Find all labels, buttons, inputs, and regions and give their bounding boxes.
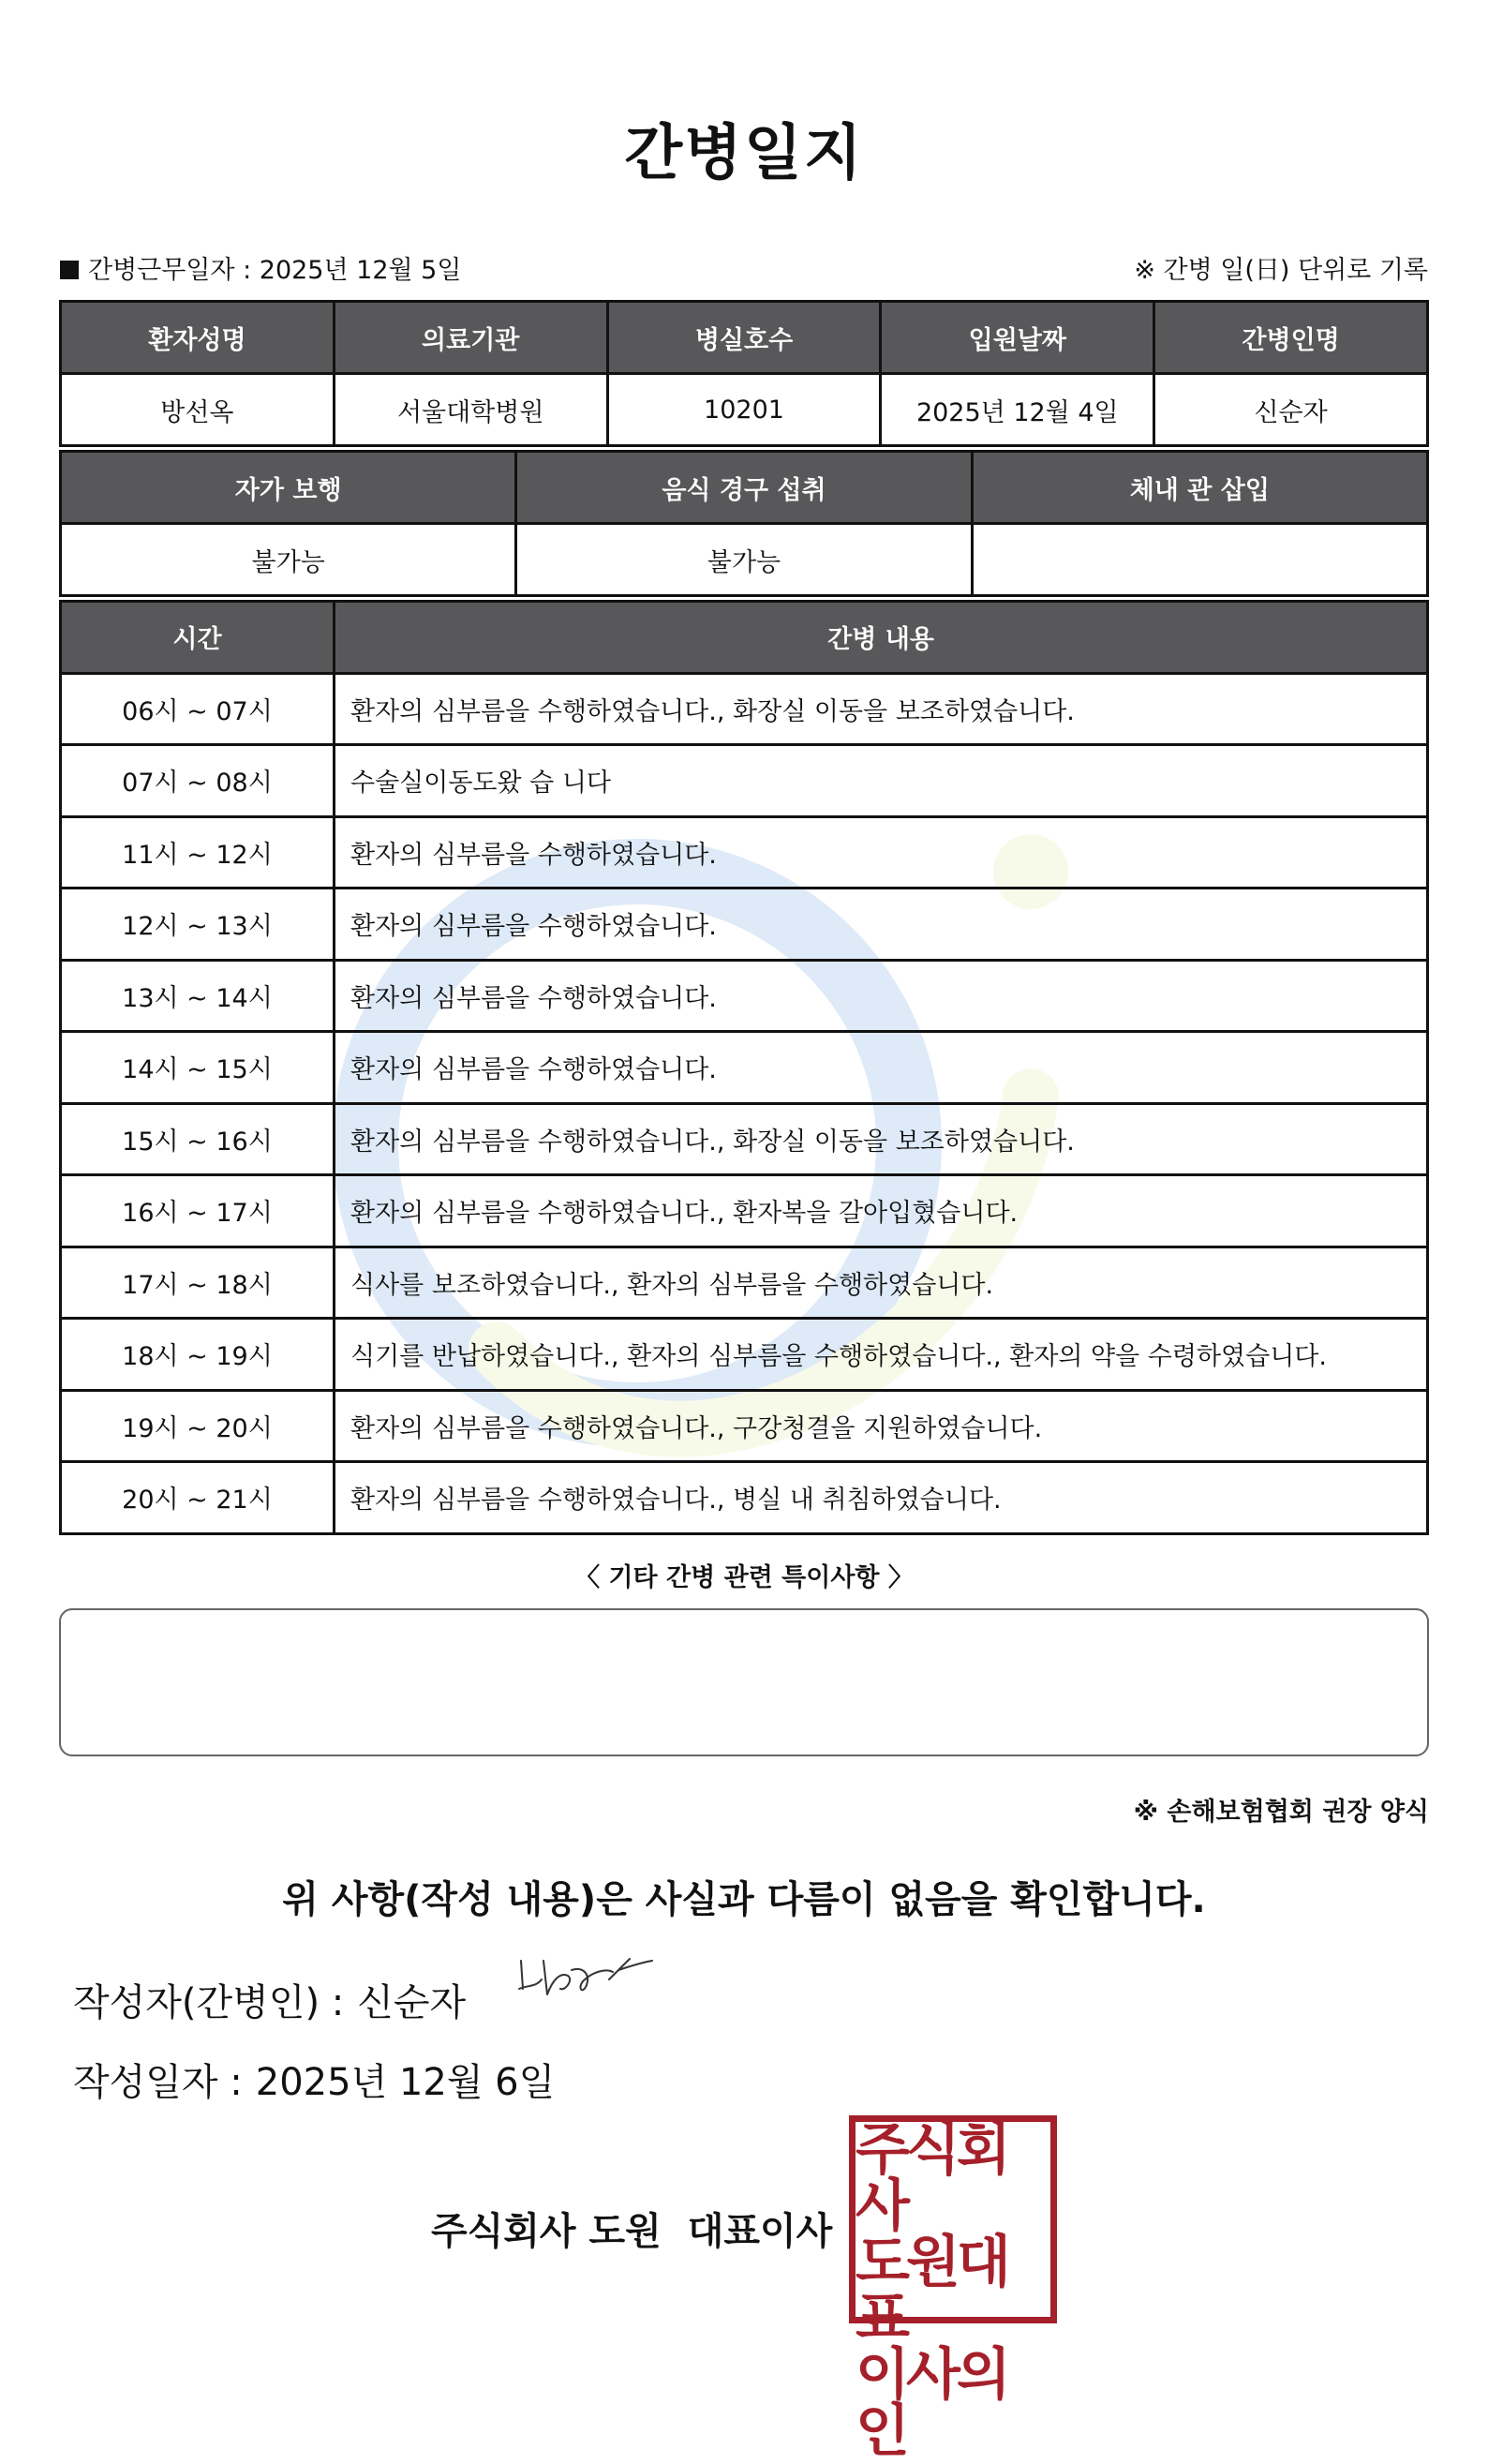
time-cell: 07시 ~ 08시 (61, 745, 335, 817)
table-row (61, 816, 1428, 889)
content-cell: 환자의 심부름을 수행하였습니다., 구강청결을 지원하였습니다. (335, 1390, 1428, 1462)
square-bullet-icon (60, 261, 79, 279)
time-cell: 17시 ~ 18시 (61, 1247, 335, 1319)
company-line (431, 2202, 832, 2255)
table-row (61, 745, 1428, 817)
content-cell: 환자의 심부름을 수행하였습니다. (335, 889, 1428, 961)
tube-insertion-value (972, 524, 1427, 596)
table-row (61, 1032, 1428, 1104)
content-cell: 식사를 보조하였습니다., 환자의 심부름을 수행하였습니다. (335, 1247, 1428, 1319)
company-seal-stamp (849, 2115, 1057, 2464)
time-cell: 11시 ~ 12시 (61, 816, 335, 889)
content-cell: 환자의 심부름을 수행하였습니다. (335, 816, 1428, 889)
header-oral-intake: 음식 경구 섭취 (516, 452, 972, 524)
header-admission-date: 입원날짜 (881, 302, 1154, 374)
patient-info-table (59, 300, 1429, 447)
patient-header-row (61, 302, 1428, 374)
table-row (61, 673, 1428, 745)
content-cell: 환자의 심부름을 수행하였습니다., 화장실 이동을 보조하였습니다. (335, 673, 1428, 745)
written-date-value: 2025년 12월 6일 (255, 2061, 556, 2104)
patient-value-row (61, 374, 1428, 446)
care-log-header-row (61, 602, 1428, 674)
work-date (60, 249, 461, 286)
table-row (61, 1175, 1428, 1247)
time-cell: 14시 ~ 15시 (61, 1032, 335, 1104)
oral-intake-value: 불가능 (516, 524, 972, 596)
confirmation-statement: 위 사항(작성 내용)은 사실과 다름이 없음을 확인합니다. (282, 1878, 1206, 1921)
admission-date: 2025년 12월 4일 (881, 374, 1154, 446)
status-header-row (61, 452, 1428, 524)
content-cell: 환자의 심부름을 수행하였습니다., 병실 내 취침하였습니다. (335, 1462, 1428, 1534)
header-room-number: 병실호수 (607, 302, 881, 374)
time-cell: 13시 ~ 14시 (61, 960, 335, 1032)
header-patient-name: 환자성명 (61, 302, 335, 374)
page-title: 간병일지 (624, 119, 864, 188)
header-time: 시간 (61, 602, 335, 674)
work-date-value: 2025년 12월 5일 (259, 256, 462, 285)
seal-line: 이사의인 (856, 2342, 1007, 2464)
writer-line (73, 1973, 466, 2026)
association-note: ※ 손해보험협회 권장 양식 (1133, 1798, 1429, 1827)
writer-name: 신순자 (357, 1981, 467, 2024)
time-cell: 12시 ~ 13시 (61, 889, 335, 961)
ceo-title: 대표이사 (687, 2210, 833, 2253)
handwritten-signature-icon (515, 1951, 656, 2009)
written-date-label: 작성일자 : (73, 2061, 243, 2104)
time-cell: 20시 ~ 21시 (61, 1462, 335, 1534)
caregiver-name: 신순자 (1154, 374, 1428, 446)
table-row (61, 889, 1428, 961)
other-notes-box (59, 1608, 1429, 1756)
time-cell: 15시 ~ 16시 (61, 1103, 335, 1175)
table-row (61, 1103, 1428, 1175)
content-cell: 환자의 심부름을 수행하였습니다. (335, 960, 1428, 1032)
table-row (61, 1462, 1428, 1534)
care-log-table (59, 600, 1429, 1535)
other-notes-title: 〈 기타 간병 관련 특이사항 〉 (574, 1563, 914, 1592)
header-caregiver-name: 간병인명 (1154, 302, 1428, 374)
header-self-walking: 자가 보행 (61, 452, 516, 524)
hospital: 서울대학병원 (334, 374, 607, 446)
seal-line: 도원대표 (856, 2230, 1007, 2352)
table-row (61, 1319, 1428, 1391)
room-number: 10201 (607, 374, 881, 446)
content-cell: 환자의 심부름을 수행하였습니다., 환자복을 갈아입혔습니다. (335, 1175, 1428, 1247)
self-walking-value: 불가능 (61, 524, 516, 596)
seal-line: 주식회사 (856, 2117, 1007, 2239)
time-cell: 06시 ~ 07시 (61, 673, 335, 745)
table-row (61, 1390, 1428, 1462)
header-tube-insertion: 체내 관 삽입 (972, 452, 1427, 524)
content-cell: 환자의 심부름을 수행하였습니다. (335, 1032, 1428, 1104)
time-cell: 18시 ~ 19시 (61, 1319, 335, 1391)
header-hospital: 의료기관 (334, 302, 607, 374)
content-cell: 수술실이동도왔 습 니다 (335, 745, 1428, 817)
time-cell: 16시 ~ 17시 (61, 1175, 335, 1247)
time-cell: 19시 ~ 20시 (61, 1390, 335, 1462)
patient-status-table (59, 450, 1429, 597)
status-value-row (61, 524, 1428, 596)
record-unit-note: ※ 간병 일(日) 단위로 기록 (1134, 256, 1428, 285)
table-row (61, 960, 1428, 1032)
table-row (61, 1247, 1428, 1319)
writer-label: 작성자(간병인) : (73, 1981, 345, 2024)
written-date-line (73, 2053, 555, 2106)
patient-name: 방선옥 (61, 374, 335, 446)
header-care-content: 간병 내용 (335, 602, 1428, 674)
company-name: 주식회사 도원 (431, 2210, 662, 2253)
content-cell: 환자의 심부름을 수행하였습니다., 화장실 이동을 보조하였습니다. (335, 1103, 1428, 1175)
work-date-label: 간병근무일자 : (88, 256, 252, 285)
content-cell: 식기를 반납하였습니다., 환자의 심부름을 수행하였습니다., 환자의 약을 수령하였습니다. (335, 1319, 1428, 1391)
